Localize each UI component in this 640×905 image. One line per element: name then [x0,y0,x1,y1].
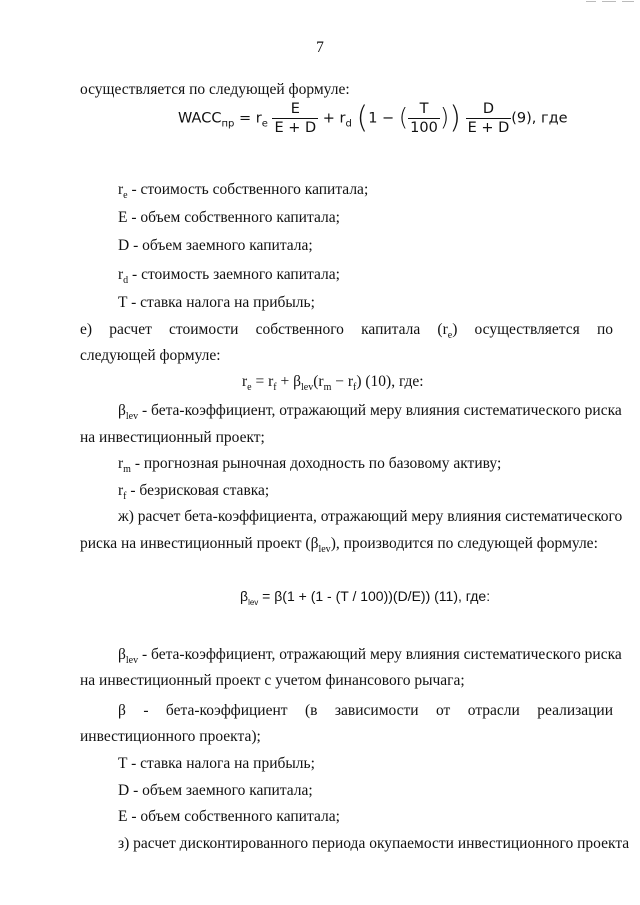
formula-beta-lev: $\beta_{lev} = \beta(1 + (1 - (T / 100))(D/E))$ (11), где: [240,588,491,607]
page-number: 7 [316,39,324,56]
def-d: D - объем заемного капитала; [118,237,313,254]
def-e-2: E - объем собственного капитала; [118,808,340,825]
def-rm: $r_m$ - прогнозная рыночная доходность по базовому активу; [118,455,502,475]
def-re: $r_e$ - стоимость собственного капитала; [118,181,369,201]
item-z-line: з) расчет дисконтированного периода окупаемости инвестиционного проекта [118,835,630,852]
def-beta-lev-2-cont: на инвестиционный проект с учетом финансового рычага; [80,672,465,689]
def-rd: $r_d$ - стоимость заемного капитала; [118,266,340,286]
def-t: T - ставка налога на прибыль; [118,294,315,311]
def-beta-cont: инвестиционного проекта); [80,728,261,745]
def-beta: β - бета-коэффициент (в зависимости от отрасли реализации [118,702,613,719]
def-d-2: D - объем заемного капитала; [118,782,313,799]
def-beta-lev-2: $\beta_{lev}$ - бета-коэффициент, отражающий меру влияния систематического риска [118,646,622,666]
fraction-d-over-e-plus-d: $\frac{D}{E + D}$ [467,101,510,136]
formula-re: $r_e = r_f + \beta_{lev}(r_m - r_f)$ (10), где: [242,373,424,393]
formula-wacc: $WACC_{пр} = r_e$ $\frac{E}{E + D}$ + $r_d$ (1 − ( $\frac{T}{100}$ )) $\frac{D}{E + D}$ (9), где [178,100,568,136]
intro-line: осуществляется по следующей формуле: [80,81,350,98]
item-e-line2: следующей формуле: [80,347,221,364]
item-e-line1: е) расчет стоимости собственного капитала $(r_e)$ осуществляется по [80,321,613,341]
item-zh-line1: ж) расчет бета-коэффициента, отражающий меру влияния систематического [118,508,623,525]
def-t-2: T - ставка налога на прибыль; [118,755,315,772]
scan-edge-marks [580,0,640,4]
fraction-e-over-e-plus-d: $\frac{E}{E + D}$ [274,101,317,136]
def-rf: $r_f$ - безрисковая ставка; [118,482,270,502]
def-beta-lev-cont: на инвестиционный проект; [80,429,265,446]
item-zh-line2: риска на инвестиционный проект $(\beta_{lev})$, производится по следующей формуле: [80,535,598,555]
fraction-t-over-100: $\frac{T}{100}$ [410,101,438,136]
def-beta-lev: $\beta_{lev}$ - бета-коэффициент, отражающий меру влияния систематического риска [118,402,622,422]
def-e: E - объем собственного капитала; [118,209,340,226]
